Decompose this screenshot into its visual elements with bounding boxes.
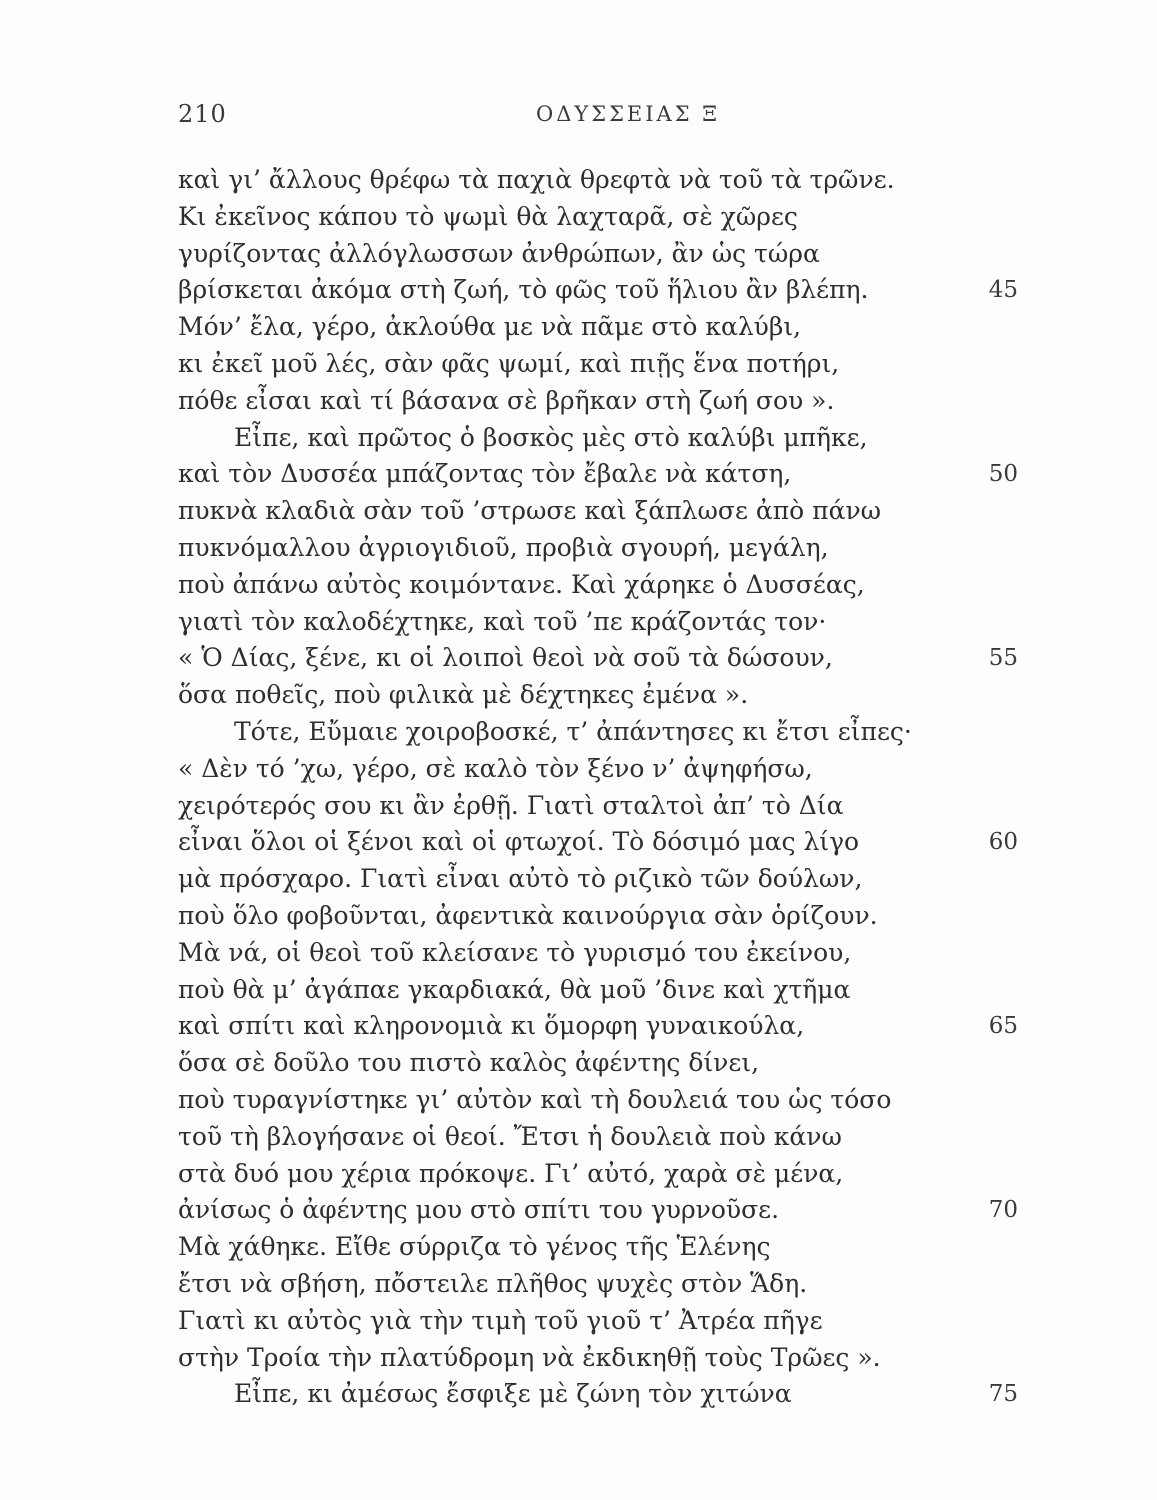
verse-line: [178, 236, 1038, 273]
verse-line: [178, 162, 1038, 199]
verse-line-text: ἔτσι νὰ σβήση, πὄστειλε πλῆθος ψυχὲς στὸν Ἅδη.: [178, 1268, 808, 1298]
verse-line: [178, 640, 1038, 677]
line-number: 60: [988, 829, 1018, 856]
verse-line: [178, 383, 1038, 420]
verse-line-text: ἀνίσως ὁ ἀφέντης μου στὸ σπίτι του γυρνοῦσε.: [178, 1195, 780, 1225]
verse-line: [178, 751, 1038, 788]
verse-line-text: ὅσα ποθεῖς, ποὺ φιλικὰ μὲ δέχτηκες ἐμένα ».: [178, 680, 749, 710]
verse-line-text: καὶ σπίτι καὶ κληρονομιὰ κι ὅμορφη γυναικούλα,: [178, 1011, 805, 1041]
verse-line: [178, 420, 1038, 457]
verse-line: [178, 1008, 1038, 1045]
line-number: 70: [988, 1197, 1018, 1224]
verse-line: [178, 1303, 1038, 1340]
verse-line-text: ποὺ τυραγνίστηκε γι’ αὐτὸν καὶ τὴ δουλειά του ὡς τόσο: [178, 1084, 892, 1114]
verse-line-text: μὰ πρόσχαρο. Γιατὶ εἶναι αὐτὸ τὸ ριζικὸ τῶν δούλων,: [178, 864, 863, 894]
verse-line-text: ποὺ ἀπάνω αὐτὸς κοιμόντανε. Καὶ χάρηκε ὁ Δυσσέας,: [178, 569, 865, 599]
verse-line-text: καὶ τὸν Δυσσέα μπάζοντας τὸν ἔβαλε νὰ κάτση,: [178, 459, 792, 489]
line-number: 55: [988, 645, 1018, 672]
verse-line: [178, 346, 1038, 383]
verse-line-text: Εἶπε, καὶ πρῶτος ὁ βοσκὸς μὲς στὸ καλύβι μπῆκε,: [234, 422, 868, 452]
verse-line-text: Μὰ νά, οἱ θεοὶ τοῦ κλείσανε τὸ γυρισμό του ἐκείνου,: [178, 937, 852, 967]
verse-line-text: ποὺ ὅλο φοβοῦνται, ἀφεντικὰ καινούργια σὰν ὁρίζουν.: [178, 900, 878, 930]
verse-line: [178, 1045, 1038, 1082]
verse-line: [178, 788, 1038, 825]
verse-line: [178, 456, 1038, 493]
verse-line: [178, 714, 1038, 751]
verse-line-text: πυκνόμαλλου ἀγριογιδιοῦ, προβιὰ σγουρή, μεγάλη,: [178, 532, 829, 562]
verse-line: [178, 604, 1038, 641]
verse-line: [178, 898, 1038, 935]
verse-line: [178, 1266, 1038, 1303]
poem-text: [178, 162, 1038, 1413]
verse-line-text: βρίσκεται ἀκόμα στὴ ζωή, τὸ φῶς τοῦ ἥλιου ἂν βλέπη.: [178, 275, 869, 305]
running-title: ΟΔΥΣΣΕΙΑΣ Ξ: [535, 102, 721, 126]
verse-line: [178, 677, 1038, 714]
verse-line-text: χειρότερός σου κι ἂν ἐρθῇ. Γιατὶ σταλτοὶ ἀπ’ τὸ Δία: [178, 790, 844, 820]
verse-line-text: κι ἐκεῖ μοῦ λές, σὰν φᾶς ψωμί, καὶ πιῇς ἕνα ποτήρι,: [178, 348, 840, 378]
verse-line-text: πόθε εἶσαι καὶ τί βάσανα σὲ βρῆκαν στὴ ζωή σου ».: [178, 385, 835, 415]
verse-line-text: « Δὲν τό ’χω, γέρο, σὲ καλὸ τὸν ξένο ν’ ἀψηφήσω,: [178, 753, 813, 783]
verse-line: [178, 199, 1038, 236]
line-number: 45: [988, 277, 1018, 304]
line-number: 65: [988, 1013, 1018, 1040]
verse-line-text: Τότε, Εὔμαιε χοιροβοσκέ, τ’ ἀπάντησες κι ἔτσι εἶπες·: [234, 716, 912, 746]
verse-line: [178, 972, 1038, 1009]
verse-line: [178, 1156, 1038, 1193]
verse-line: [178, 1119, 1038, 1156]
line-number: 75: [988, 1381, 1018, 1408]
verse-line-text: γιατὶ τὸν καλοδέχτηκε, καὶ τοῦ ’πε κράζοντάς τον·: [178, 606, 827, 636]
verse-line: [178, 824, 1038, 861]
verse-line-text: Μόν’ ἔλα, γέρο, ἀκλούθα με νὰ πᾶμε στὸ καλύβι,: [178, 312, 802, 342]
verse-line: [178, 861, 1038, 898]
verse-line-text: Κι ἐκεῖνος κάπου τὸ ψωμὶ θὰ λαχταρᾶ, σὲ χῶρες: [178, 201, 798, 231]
verse-line: [178, 567, 1038, 604]
verse-line-text: εἶναι ὅλοι οἱ ξένοι καὶ οἱ φτωχοί. Τὸ δόσιμό μας λίγο: [178, 827, 860, 857]
verse-line-text: στὰ δυό μου χέρια πρόκοψε. Γι’ αὐτό, χαρὰ σὲ μένα,: [178, 1158, 844, 1188]
verse-line-text: γυρίζοντας ἀλλόγλωσσων ἀνθρώπων, ἂν ὡς τώρα: [178, 238, 820, 268]
verse-line-text: Μὰ χάθηκε. Εἴθε σύρριζα τὸ γένος τῆς Ἑλένης: [178, 1232, 771, 1262]
line-number: 50: [988, 461, 1018, 488]
verse-line-text: ὅσα σὲ δοῦλο του πιστὸ καλὸς ἀφέντης δίνει,: [178, 1048, 760, 1078]
page-header: [178, 100, 1018, 134]
verse-line-text: καὶ γι’ ἄλλους θρέφω τὰ παχιὰ θρεφτὰ νὰ τοῦ τὰ τρῶνε.: [178, 165, 895, 194]
verse-line: [178, 530, 1038, 567]
verse-line-text: ποὺ θὰ μ’ ἀγάπαε γκαρδιακά, θὰ μοῦ ’δινε καὶ χτῆμα: [178, 974, 851, 1004]
verse-line: [178, 1192, 1038, 1229]
verse-line-text: Γιατὶ κι αὐτὸς γιὰ τὴν τιμὴ τοῦ γιοῦ τ’ Ἀτρέα πῆγε: [178, 1305, 823, 1335]
verse-line: [178, 935, 1038, 972]
verse-line: [178, 272, 1038, 309]
verse-line: [178, 309, 1038, 346]
verse-line: [178, 1340, 1038, 1377]
verse-line: [178, 1229, 1038, 1266]
verse-line: [178, 1082, 1038, 1119]
verse-line-text: Εἶπε, κι ἀμέσως ἔσφιξε μὲ ζώνη τὸν χιτώνα: [234, 1379, 792, 1409]
verse-line-text: « Ὁ Δίας, ξένε, κι οἱ λοιποὶ θεοὶ νὰ σοῦ τὰ δώσουν,: [178, 643, 833, 673]
verse-line-text: πυκνὰ κλαδιὰ σὰν τοῦ ’στρωσε καὶ ξάπλωσε ἀπὸ πάνω: [178, 496, 882, 526]
verse-line-text: στὴν Τροία τὴν πλατύδρομη νὰ ἐκδικηθῇ τοὺς Τρῶες ».: [178, 1342, 881, 1372]
page-number: 210: [178, 100, 227, 128]
verse-line-text: τοῦ τὴ βλογήσανε οἱ θεοί. Ἔτσι ἡ δουλειὰ ποὺ κάνω: [178, 1121, 842, 1151]
verse-line: [178, 1376, 1038, 1413]
verse-line: [178, 493, 1038, 530]
